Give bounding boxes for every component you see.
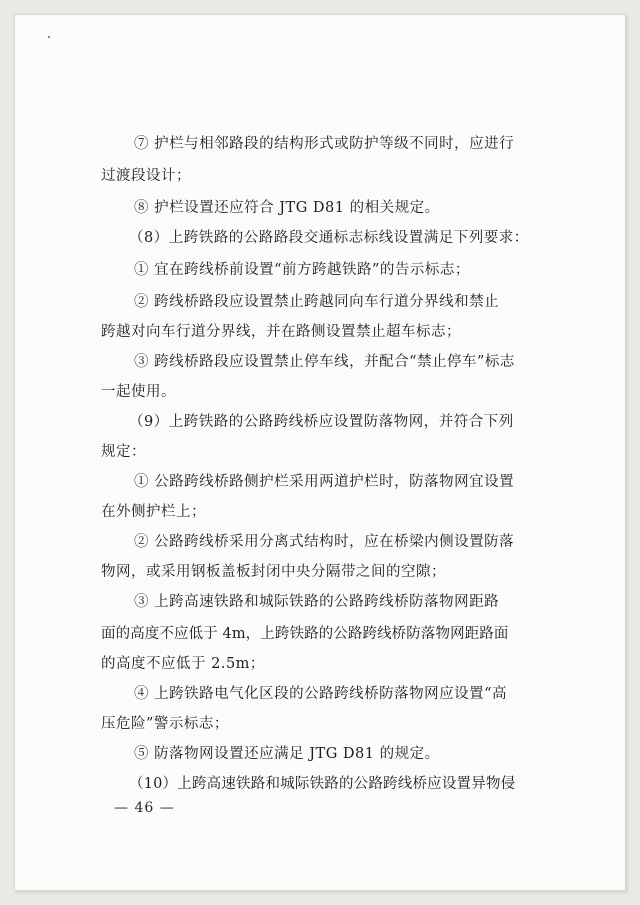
item-7-line-2: 过渡段设计； [101, 168, 191, 184]
section-9-item-2-line-1: ② 公路跨线桥采用分离式结构时，应在桥梁内侧设置防落 [134, 534, 515, 550]
section-8-item-3-line-2: 一起使用。 [101, 384, 176, 400]
section-9-heading-line-1: （9）上跨铁路的公路跨线桥应设置防落物网，并符合下列 [129, 414, 514, 430]
item-8-line: ⑧ 护栏设置还应符合 JTG D81 的相关规定。 [134, 200, 440, 216]
section-8-heading: （8）上跨铁路的公路路段交通标志标线设置满足下列要求： [129, 230, 529, 246]
section-9-item-3-line-3: 的高度不应低于 2.5m； [101, 656, 265, 672]
section-8-item-2-line-1: ② 跨线桥路段应设置禁止跨越同向车行道分界线和禁止 [134, 294, 500, 310]
scan-speck [48, 36, 50, 38]
section-9-item-4-line-1: ④ 上跨铁路电气化区段的公路跨线桥防落物网应设置“高 [134, 686, 508, 702]
section-9-item-5: ⑤ 防落物网设置还应满足 JTG D81 的规定。 [134, 746, 440, 762]
section-9-item-3-line-1: ③ 上跨高速铁路和城际铁路的公路跨线桥防落物网距路 [134, 594, 500, 610]
item-7-line-1: ⑦ 护栏与相邻路段的结构形式或防护等级不同时，应进行 [134, 136, 515, 152]
section-9-item-1-line-1: ① 公路跨线桥路侧护栏采用两道护栏时，防落物网宜设置 [134, 474, 515, 490]
section-9-item-3-line-2: 面的高度不应低于 4m，上跨铁路的公路跨线桥防落物网距路面 [101, 626, 509, 642]
section-9-heading-line-2: 规定： [101, 444, 146, 460]
section-8-item-3-line-1: ③ 跨线桥路段应设置禁止停车线，并配合“禁止停车”标志 [134, 354, 515, 370]
section-10-heading: （10）上跨高速铁路和城际铁路的公路跨线桥应设置异物侵 [129, 776, 516, 792]
page-number: — 46 — [114, 800, 175, 816]
section-8-item-1: ① 宜在跨线桥前设置“前方跨越铁路”的告示标志； [134, 262, 470, 278]
section-8-item-2-line-2: 跨越对向车行道分界线，并在路侧设置禁止超车标志； [101, 324, 461, 340]
section-9-item-1-line-2: 在外侧护栏上； [101, 504, 206, 520]
section-9-item-2-line-2: 物网，或采用钢板盖板封闭中央分隔带之间的空隙； [101, 564, 446, 580]
document-page [14, 14, 626, 891]
section-9-item-4-line-2: 压危险”警示标志； [101, 716, 229, 732]
